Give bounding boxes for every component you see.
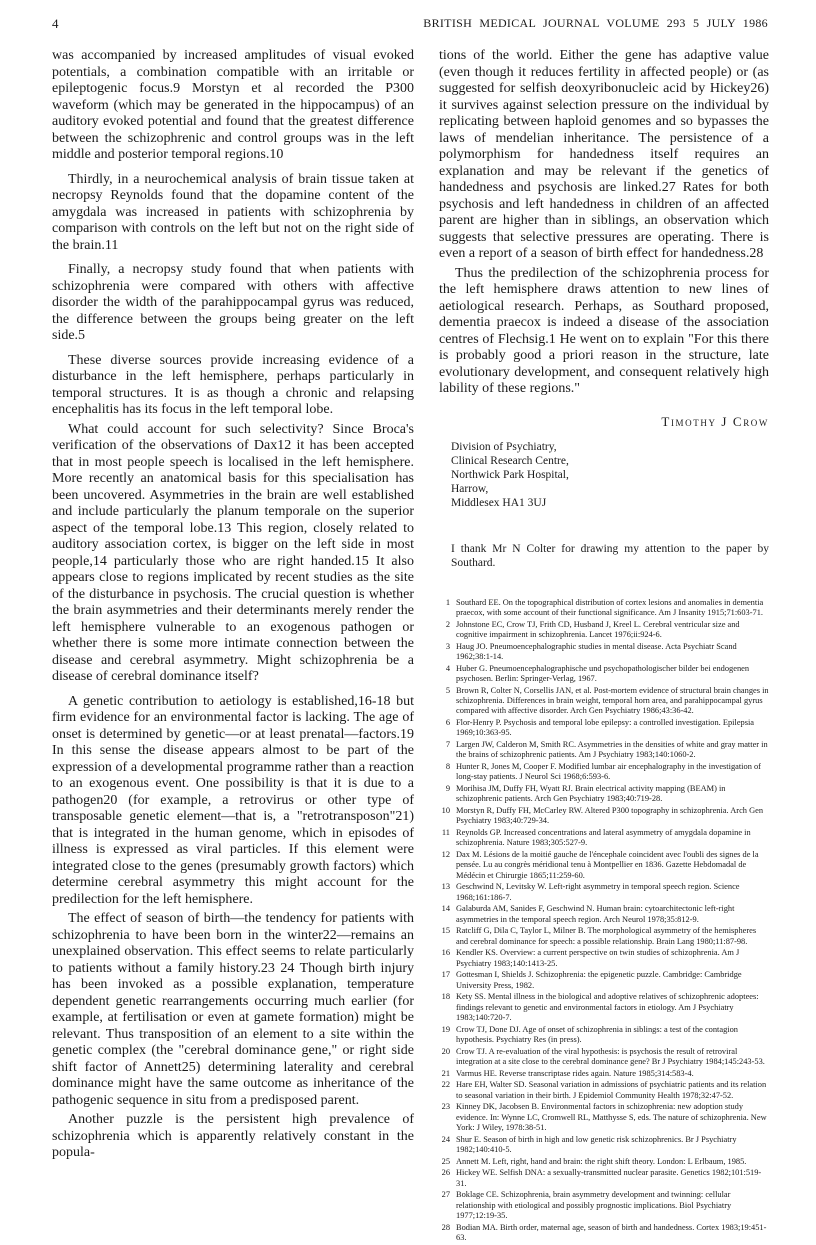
reference-text: Dax M. Lésions de la moitié gauche de l'éncephale coincident avec l'oubli des signes de la pensée. Lu au congrès méridional tenu à Montpellier en 1836. Gazette Hebdomadal de Médécin et Chirurgie 1865;11:259-60. — [456, 850, 759, 880]
reference-text: Flor-Henry P. Psychosis and temporal lobe epilepsy: a controlled investigation. Epilepsia 1969;10:363-95. — [456, 718, 755, 738]
reference-number: 25 — [441, 1156, 450, 1166]
address-line: Northwick Park Hospital, — [451, 469, 569, 481]
reference-text: Galaburda AM, Sanides F, Geschwind N. Human brain: cytoarchitectonic left-right asymmetries in the temporal speech region. Arch Neurol 1978;35:812-9. — [456, 904, 735, 924]
paragraph: What could account for such selectivity? Since Broca's verification of the observations of Dax12 it has been accepted that in most people speech is localised in the left hemisphere. More recently an anatomical basis for this specialisation has been uncovered. Asymmetries in the brain are well established and include particularly the planum temporale on the superior aspect of the temporal lobe.13 This region, closely related to auditory association cortex, is bigger on the left side in most people,14 particularly those who are right handed.15 It also appears close to regions implicated by recent studies as the site of the disturbance in psychosis. The crucial question is whether the brain asymmetries and their determinants merely render the left hemisphere vulnerable to an exogenous pathogen or whether there is some more intimate connection between the disease and cerebral asymmetry. Might schizophrenia be a disease of cerebral dominance itself? — [52, 421, 414, 684]
reference-text: Largen JW, Calderon M, Smith RC. Asymmetries in the densities of white and gray matter in the brains of schizophrenic patients. Am J Psychiatry 1983;140:1060-2. — [456, 740, 768, 760]
reference-item — [439, 1025, 769, 1045]
address-line: Harrow, — [451, 483, 489, 495]
reference-item — [439, 926, 769, 946]
reference-number: 11 — [441, 828, 450, 838]
reference-number: 5 — [445, 686, 450, 695]
reference-text: Hunter R, Jones M, Cooper F. Modified lumbar air encephalography in the investigation of long-stay patients. J Neurol Sci 1968;6:593-6. — [456, 762, 761, 782]
reference-text: Kendler KS. Overview: a current perspective on twin studies of schizophrenia. Am J Psychiatry 1983;140:1413-25. — [456, 948, 740, 968]
author-name: Timothy J Crow — [661, 413, 769, 429]
paragraph: tions of the world. Either the gene has adaptive value (even though it reduces fertility in affected people) or (as suggested for selfish deoxyribonucleic acid by Hickey26) it survives against selection pressure on the individual by replicating between haploid genomes and so bypasses the laws of mendelian inheritance. The persistence of a polymorphism for handedness itself requires an explanation and may be relevant if the genetics of handedness and psychosis are linked.27 Rates for both psychosis and left handedness in children of an affected parent are higher than in siblings, an observation which suggests that selective pressures are operating. There is even a report of a season of birth effect for handedness.28 — [439, 48, 769, 261]
author-address — [451, 440, 769, 510]
reference-item — [439, 850, 769, 881]
reference-text: Geschwind N, Levitsky W. Left-right asymmetry in temporal speech region. Science 1968;161:186-7. — [456, 882, 740, 902]
paragraph: Finally, a necropsy study found that when patients with schizophrenia were compared with others with affective disorder the width of the parahippocampal gyrus was reduced, the difference between the groups being greater on the left side.5 — [52, 262, 414, 343]
reference-text: Morstyn R, Duffy FH, McCarley RW. Altered P300 topography in schizophrenia. Arch Gen Psychiatry 1983;40:729-34. — [456, 806, 764, 826]
reference-number: 14 — [441, 904, 450, 914]
reference-number: 17 — [441, 970, 450, 980]
reference-item — [439, 1047, 769, 1067]
reference-text: Brown R, Colter N, Corsellis JAN, et al. Post-mortem evidence of structural brain changes in schizophrenia. Differences in brain weight, temporal horn area, and parahippocampal gyrus compared with affective disorder. Arch Gen Psychiatry 1986;43:36-42. — [456, 686, 769, 716]
reference-number: 21 — [441, 1068, 450, 1078]
reference-number: 3 — [445, 642, 450, 651]
page-header — [52, 16, 768, 34]
reference-number: 13 — [441, 882, 450, 892]
reference-text: Hare EH, Walter SD. Seasonal variation in admissions of psychiatric patients and its relation to seasonal variation in their birth. J Epidemiol Community Health 1978;32:47-52. — [456, 1080, 767, 1100]
running-head: BRITISH MEDICAL JOURNAL VOLUME 293 5 JULY 1986 — [423, 16, 768, 30]
right-column — [439, 48, 769, 1245]
reference-item — [439, 992, 769, 1023]
paragraph: A genetic contribution to aetiology is established,16-18 but firm evidence for an environmental factor is lacking. The age of onset is determined by genetic—or at least prenatal—factors.19 In this sense the disease appears almost to be part of the expression of a developmental programme rather than a reaction to an exogenous event. One possibility is that it is due to a pathogen20 (for example, a retrovirus or other type of transposable genetic element—that is, a "retrotransposon"21) that is integrated in the human genome, which in episodes of illness is expressed as viral particles. If this element were integrated close to the genes (presumably growth factors) which determine cerebral asymmetry this might account for the predilection for the left hemisphere. — [52, 693, 414, 907]
paragraph: Thirdly, in a neurochemical analysis of brain tissue taken at necropsy Reynolds found that the dopamine content of the amygdala was increased in patients with schizophrenia by comparison with controls on the left but not on the right side of the brain.11 — [52, 171, 414, 253]
reference-number: 2 — [445, 620, 450, 629]
paragraph: Thus the predilection of the schizophrenia process for the left hemisphere draws attention to new lines of aetiological research. Perhaps, as Southard proposed, dementia praecox is indeed a disease of the association centres of Flechsig.1 He went on to explain "For this there is probably good a priori reason in the structure, late evolutionary development, and consequent relatively high lability of these regions." — [439, 265, 769, 396]
reference-number: 4 — [445, 664, 450, 673]
reference-text: Boklage CE. Schizophrenia, brain asymmetry development and twinning: cellular relationship with etiological and possibly prognostic implications. Biol Psychiatry 1977;12:19-35. — [456, 1190, 732, 1220]
reference-item — [439, 904, 769, 924]
reference-text: Gottesman I, Shields J. Schizophrenia: the epigenetic puzzle. Cambridge: Cambridge University Press, 1982. — [456, 970, 742, 990]
reference-text: Reynolds GP. Increased concentrations and lateral asymmetry of amygdala dopamine in schizophrenia. Nature 1983;305:527-9. — [456, 828, 751, 848]
reference-item — [439, 1102, 769, 1133]
reference-item — [439, 664, 769, 684]
reference-text: Crow TJ. A re-evaluation of the viral hypothesis: is psychosis the result of retroviral integration at a site close to the cerebral dominance gene? Br J Psychiatry 1984;145:243-53. — [456, 1046, 765, 1066]
reference-number: 20 — [441, 1046, 450, 1056]
left-column — [52, 48, 414, 1165]
reference-number: 27 — [441, 1190, 450, 1200]
reference-item — [439, 686, 769, 717]
reference-item — [439, 1223, 769, 1243]
reference-number: 10 — [441, 806, 450, 816]
reference-number: 16 — [441, 948, 450, 958]
reference-item — [439, 828, 769, 848]
paragraph: The effect of season of birth—the tendency for patients with schizophrenia to have been born in the winter22—remains an unexplained observation. This effect seems to relate particularly to patients without a family history.23 24 Though birth injury has been invoked as a possible explanation, temperature dependent genetic rearrangements occurring much earlier (for example, at fertilisation or even at gamete formation) might be relevant. Thus transposition of an element to a site within the genetic complex (the "cerebral dominance gene," or right side shift factor of Annett25) determining laterality and cerebral dominance might have the same outcome as inheritance of the pathogenic sequence in situ from a predisposed parent. — [52, 911, 414, 1108]
reference-item — [439, 948, 769, 968]
reference-number: 18 — [441, 992, 450, 1002]
reference-number: 8 — [445, 762, 450, 772]
reference-number: 12 — [441, 850, 450, 860]
reference-text: Annett M. Left, right, hand and brain: the right shift theory. London: L Erlbaum, 1985. — [456, 1156, 747, 1166]
reference-text: Haug JO. Pneumoencephalographic studies in mental disease. Acta Psychiatr Scand 1962;38:1-14. — [456, 642, 737, 662]
address-line: Middlesex HA1 3UJ — [451, 497, 547, 509]
reference-number: 23 — [441, 1102, 450, 1112]
reference-text: Kinney DK, Jacobsen B. Environmental factors in schizophrenia: new adoption study evidence. In: Wynne LC, Cromwell RL, Matthysse S, eds. The nature of schizophrenia. New York: J Wiley, 1978:38-51. — [456, 1102, 767, 1132]
reference-number: 24 — [441, 1134, 450, 1144]
reference-item — [439, 718, 769, 738]
reference-text: Hickey WE. Selfish DNA: a sexually-transmitted nuclear parasite. Genetics 1982;101:519-31. — [456, 1168, 762, 1188]
page-number: 4 — [52, 16, 59, 31]
reference-item — [439, 642, 769, 662]
reference-text: Southard EE. On the topographical distribution of cortex lesions and anomalies in dementia praecox, with some account of their functional significance. Am J Insanity 1915;71:603-71. — [456, 598, 764, 618]
reference-number: 9 — [445, 784, 450, 794]
reference-number: 15 — [441, 926, 450, 936]
reference-item — [439, 970, 769, 990]
reference-item — [439, 598, 769, 618]
acknowledgement: I thank Mr N Colter for drawing my attention to the paper by Southard. — [451, 543, 769, 569]
reference-list — [439, 598, 769, 1243]
reference-number: 7 — [445, 740, 450, 750]
reference-item — [439, 1168, 769, 1188]
reference-item — [439, 806, 769, 826]
reference-text: Kety SS. Mental illness in the biological and adoptive relatives of schizophrenic adoptees: findings relevant to genetic and environmental factors in etiology. Am J Psychiatry 1983;140:720-7. — [456, 992, 759, 1022]
reference-text: Johnstone EC, Crow TJ, Frith CD, Husband J, Kreel L. Cerebral ventricular size and cognitive impairment in schizophrenia. Lancet 1976;ii:924-6. — [456, 620, 740, 640]
reference-number: 22 — [441, 1080, 450, 1090]
reference-item — [439, 762, 769, 782]
reference-item — [439, 1157, 769, 1167]
reference-item — [439, 620, 769, 640]
reference-number: 28 — [441, 1222, 450, 1232]
reference-text: Crow TJ, Done DJ. Age of onset of schizophrenia in siblings: a test of the contagion hypothesis. Psychiatry Res (in press). — [456, 1024, 738, 1044]
address-line: Division of Psychiatry, — [451, 441, 557, 453]
reference-text: Bodian MA. Birth order, maternal age, season of birth and handedness. Cortex 1983;19:451-63. — [456, 1222, 767, 1242]
address-line: Clinical Research Centre, — [451, 455, 569, 467]
reference-item — [439, 882, 769, 902]
reference-text: Huber G. Pneumoencephalographische und psychopathologischer bilder bei endogenen psychosen. Berlin: Springer-Verlag, 1967. — [456, 664, 750, 684]
reference-number: 1 — [445, 598, 450, 607]
paragraph: Another puzzle is the persistent high prevalence of schizophrenia which is apparently relatively constant in the popula- — [52, 1112, 414, 1160]
paragraph: These diverse sources provide increasing evidence of a disturbance in the left hemisphere, perhaps particularly in temporal structures. It is as though a chronic and relapsing encephalitis has its focus in the left temporal lobe. — [52, 352, 414, 417]
reference-number: 19 — [441, 1024, 450, 1034]
reference-text: Varmus HE. Reverse transcriptase rides again. Nature 1985;314:583-4. — [456, 1068, 694, 1078]
reference-item — [439, 1080, 769, 1100]
reference-text: Morihisa JM, Duffy FH, Wyatt RJ. Brain electrical activity mapping (BEAM) in schizophrenic patients. Arch Gen Psychiatry 1983;40:719-28. — [456, 784, 726, 804]
reference-item — [439, 1190, 769, 1221]
reference-item — [439, 1069, 769, 1079]
paragraph: was accompanied by increased amplitudes of visual evoked potentials, a combination compatible with an irritable or epileptogenic focus.9 Morstyn et al recorded the P300 waveform (which may be generated in the hippocampus) of an auditory evoked potential and found that the greatest difference between the schizophrenic and control groups was in the left middle and posterior temporal regions.10 — [52, 48, 414, 162]
reference-item — [439, 740, 769, 760]
reference-text: Ratcliff G, Dila C, Taylor L, Milner B. The morphological asymmetry of the hemispheres and cerebral dominance for speech: a possible relationship. Brain Lang 1980;11:87-98. — [456, 926, 757, 946]
reference-number: 26 — [441, 1168, 450, 1178]
reference-text: Shur E. Season of birth in high and low genetic risk schizophrenics. Br J Psychiatry 1982;140:410-5. — [456, 1134, 737, 1154]
reference-item — [439, 784, 769, 804]
reference-number: 6 — [445, 718, 450, 728]
